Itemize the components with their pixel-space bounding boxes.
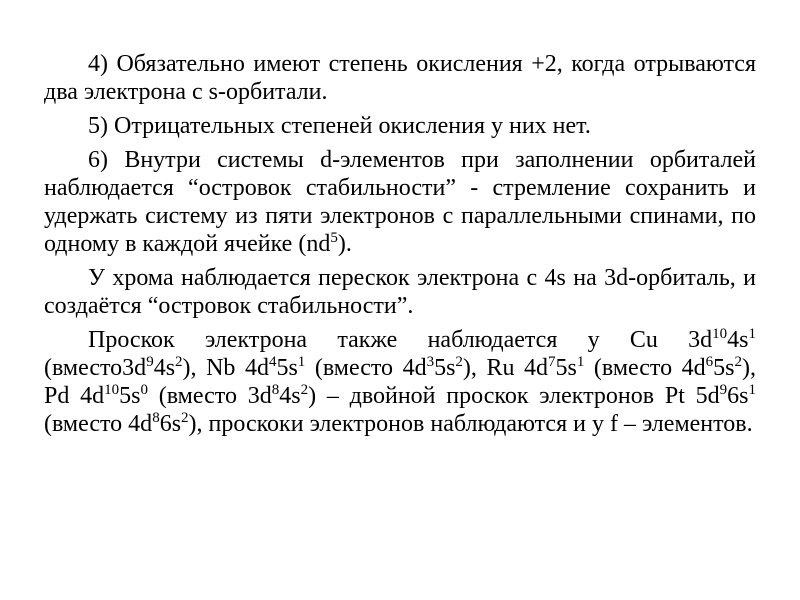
paragraph-no-negative-states bbox=[44, 112, 756, 140]
superscript: 5 bbox=[330, 230, 338, 246]
superscript: 0 bbox=[140, 382, 148, 398]
text-run: 5s bbox=[713, 355, 735, 381]
text-run: ). bbox=[337, 231, 352, 257]
superscript: 10 bbox=[712, 326, 728, 342]
text-run: ), проскоки электронов наблюдаются и у f – элементов. bbox=[188, 411, 753, 437]
text-run: (вместо 3d bbox=[147, 383, 272, 409]
text-run: (вместо 4d bbox=[44, 411, 153, 437]
superscript: 4 bbox=[268, 354, 277, 370]
superscript: 1 bbox=[748, 326, 756, 342]
text-run: Проскок электрона также наблюдается у Cu 3d bbox=[88, 327, 713, 353]
text-run: (вместо 4d bbox=[305, 355, 427, 381]
text-run: 6) Внутри системы d-элементов при заполнении орбиталей наблюдается “островок стабильности” - стремление сохранить и удержать систему из пяти электронов с параллельными спинами, по одному в каждой ячейке (nd bbox=[44, 147, 756, 257]
text-run: 6s bbox=[159, 411, 182, 437]
superscript: 2 bbox=[175, 354, 183, 370]
paragraph-stability-island bbox=[44, 146, 756, 258]
superscript: 6 bbox=[705, 354, 714, 370]
text-run: 5s bbox=[434, 355, 456, 381]
text-run: ) – двойной проскок электронов Pt 5d bbox=[308, 383, 720, 409]
superscript: 1 bbox=[748, 382, 756, 398]
superscript: 8 bbox=[271, 382, 280, 398]
superscript: 2 bbox=[300, 382, 309, 398]
paragraph-electron-skip-examples bbox=[44, 326, 756, 438]
superscript: 1 bbox=[297, 354, 306, 370]
superscript: 9 bbox=[146, 354, 154, 370]
text-run: 4) Обязательно имеют степень окисления +2, когда отрываются два электрона с s-орбитали. bbox=[44, 51, 756, 105]
text-run: ), Nb 4d bbox=[182, 355, 269, 381]
superscript: 1 bbox=[576, 354, 585, 370]
superscript: 10 bbox=[104, 382, 120, 398]
superscript: 3 bbox=[426, 354, 435, 370]
text-run: У хрома наблюдается перескок электрона с 4s на 3d-орбиталь, и создаётся “островок стабильности”. bbox=[44, 265, 756, 319]
text-run: 6s bbox=[727, 383, 749, 409]
superscript: 8 bbox=[152, 410, 160, 426]
paragraph-chromium-jump bbox=[44, 264, 756, 320]
text-run: 5s bbox=[555, 355, 577, 381]
text-run: ), Pd 4d bbox=[44, 355, 756, 409]
superscript: 2 bbox=[734, 354, 742, 370]
superscript: 7 bbox=[548, 354, 556, 370]
text-run: ), Ru 4d bbox=[462, 355, 549, 381]
text-run: (вместо 4d bbox=[584, 355, 706, 381]
text-run: 4s bbox=[727, 327, 749, 353]
text-run: 4s bbox=[279, 383, 301, 409]
superscript: 2 bbox=[181, 410, 189, 426]
superscript: 2 bbox=[455, 354, 463, 370]
slide-body-text bbox=[44, 50, 756, 444]
paragraph-oxidation-state-plus2 bbox=[44, 50, 756, 106]
text-run: 5s bbox=[119, 383, 141, 409]
text-run: 5s bbox=[276, 355, 298, 381]
text-run: 4s bbox=[153, 355, 176, 381]
superscript: 9 bbox=[719, 382, 728, 398]
text-run: (вместо3d bbox=[44, 355, 147, 381]
text-run: 5) Отрицательных степеней окисления у них нет. bbox=[88, 113, 591, 139]
